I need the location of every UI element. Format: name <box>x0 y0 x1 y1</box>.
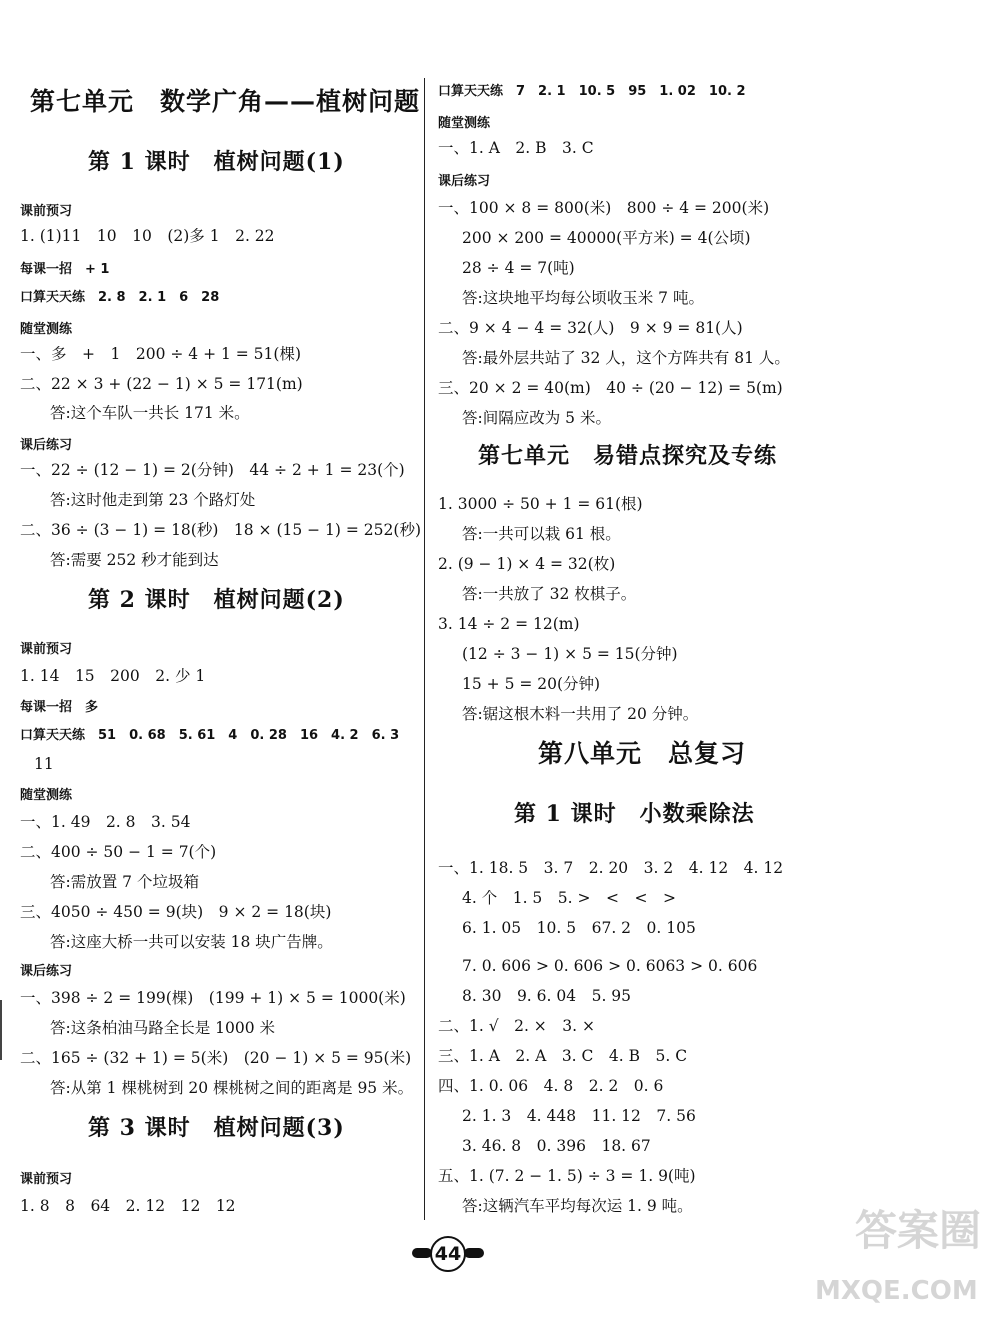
answer-line: 二、22 × 3 + (22 − 1) × 5 = 171(m) <box>20 375 303 393</box>
answer-line: 答:一共放了 32 枚棋子。 <box>462 585 637 603</box>
answer-line: 6. 1. 05 10. 5 67. 2 0. 105 <box>462 919 696 937</box>
column-divider <box>424 78 425 1220</box>
lesson-title: 第 2 课时 植树问题(2) <box>88 587 345 613</box>
answer-line: 1. 8 8 64 2. 12 12 12 <box>20 1197 236 1215</box>
answer-line: 答:需放置 7 个垃圾箱 <box>50 873 199 891</box>
unit-title: 第七单元 数学广角——植树问题 <box>30 87 421 116</box>
answer-line: 2. (9 − 1) × 4 = 32(枚) <box>438 555 616 573</box>
right-ornament-icon <box>464 1248 484 1258</box>
unit-title: 第八单元 总复习 <box>538 739 747 768</box>
section-label: 课后练习 <box>438 174 491 189</box>
answer-line: 200 × 200 = 40000(平方米) = 4(公顷) <box>462 229 751 247</box>
page-number: 44 <box>430 1236 466 1272</box>
answer-line: 一、1. A 2. B 3. C <box>438 139 594 157</box>
answer-line: 答:这个车队一共长 171 米。 <box>50 404 250 422</box>
answer-line: (12 ÷ 3 − 1) × 5 = 15(分钟) <box>462 645 678 663</box>
section-label: 口算天天练 2. 8 2. 1 6 28 <box>20 290 220 305</box>
answer-line: 答:这条柏油马路全长是 1000 米 <box>50 1019 276 1037</box>
watermark-url: MXQE.COM <box>815 1276 978 1306</box>
answer-line: 答:这时他走到第 23 个路灯处 <box>50 491 256 509</box>
section-label: 课前预习 <box>20 204 73 219</box>
section-label: 随堂测练 <box>438 116 491 131</box>
answer-line: 1. (1)11 10 10 (2)多 1 2. 22 <box>20 227 275 245</box>
answer-line: 三、1. A 2. A 3. C 4. B 5. C <box>438 1047 688 1065</box>
answer-line: 一、100 × 8 = 800(米) 800 ÷ 4 = 200(米) <box>438 199 770 217</box>
page-edge-mark <box>0 1000 12 1060</box>
answer-line: 8. 30 9. 6. 04 5. 95 <box>462 987 632 1005</box>
watermark-logo <box>805 1196 995 1322</box>
page-number-badge <box>412 1236 484 1272</box>
section-label: 每课一招 + 1 <box>20 262 110 277</box>
answer-line: 答:需要 252 秒才能到达 <box>50 551 219 569</box>
answer-line: 二、165 ÷ (32 + 1) = 5(米) (20 − 1) × 5 = 95(米) <box>20 1049 412 1067</box>
answer-line: 三、20 × 2 = 40(m) 40 ÷ (20 − 12) = 5(m) <box>438 379 783 397</box>
answer-line: 答:锯这根木料一共用了 20 分钟。 <box>462 705 699 723</box>
answer-line: 一、1. 18. 5 3. 7 2. 20 3. 2 4. 12 4. 12 <box>438 859 784 877</box>
answer-line: 答:这辆汽车平均每次运 1. 9 吨。 <box>462 1197 693 1215</box>
answer-line: 1. 3000 ÷ 50 + 1 = 61(根) <box>438 495 643 513</box>
left-ornament-icon <box>412 1248 432 1258</box>
answer-line: 四、1. 0. 06 4. 8 2. 2 0. 6 <box>438 1077 664 1095</box>
answer-line: 3. 14 ÷ 2 = 12(m) <box>438 615 580 633</box>
answer-line: 二、36 ÷ (3 − 1) = 18(秒) 18 × (15 − 1) = 252(秒) <box>20 521 421 539</box>
answer-line: 11 <box>34 755 54 773</box>
section-label: 口算天天练 51 0. 68 5. 61 4 0. 28 16 4. 2 6. 3 <box>20 728 400 743</box>
answer-line: 7. 0. 606 > 0. 606 > 0. 6063 > 0. 606 <box>462 957 758 975</box>
answer-line: 4. 个 1. 5 5. > < < > <box>462 889 676 907</box>
answer-line: 一、多 + 1 200 ÷ 4 + 1 = 51(棵) <box>20 345 301 363</box>
answer-line: 3. 46. 8 0. 396 18. 67 <box>462 1137 651 1155</box>
section-label: 课前预习 <box>20 642 73 657</box>
lesson-title: 第 1 课时 植树问题(1) <box>88 149 345 175</box>
answer-line: 28 ÷ 4 = 7(吨) <box>462 259 575 277</box>
answer-line: 二、1. √ 2. × 3. × <box>438 1017 595 1035</box>
answer-line: 答:最外层共站了 32 人，这个方阵共有 81 人。 <box>462 349 790 367</box>
answer-line: 答:这块地平均每公顷收玉米 7 吨。 <box>462 289 704 307</box>
section-label: 课前预习 <box>20 1172 73 1187</box>
section-label: 口算天天练 7 2. 1 10. 5 95 1. 02 10. 2 <box>438 84 746 99</box>
answer-line: 一、1. 49 2. 8 3. 54 <box>20 813 191 831</box>
section-label: 随堂测练 <box>20 788 73 803</box>
answer-line: 1. 14 15 200 2. 少 1 <box>20 667 206 685</box>
answer-line: 二、9 × 4 − 4 = 32(人) 9 × 9 = 81(人) <box>438 319 743 337</box>
answer-line: 一、22 ÷ (12 − 1) = 2(分钟) 44 ÷ 2 + 1 = 23(个) <box>20 461 405 479</box>
answer-line: 15 + 5 = 20(分钟) <box>462 675 601 693</box>
section-label: 课后练习 <box>20 438 73 453</box>
answer-line: 答:间隔应改为 5 米。 <box>462 409 611 427</box>
section-label: 每课一招 多 <box>20 700 99 715</box>
watermark-text: 答案圈 <box>855 1206 982 1255</box>
answer-line: 一、398 ÷ 2 = 199(棵) (199 + 1) × 5 = 1000(米) <box>20 989 406 1007</box>
answer-line: 二、400 ÷ 50 − 1 = 7(个) <box>20 843 217 861</box>
lesson-title: 第 3 课时 植树问题(3) <box>88 1115 345 1141</box>
answer-line: 答:一共可以栽 61 根。 <box>462 525 621 543</box>
answer-line: 五、1. (7. 2 − 1. 5) ÷ 3 = 1. 9(吨) <box>438 1167 696 1185</box>
answer-line: 答:从第 1 棵桃树到 20 棵桃树之间的距离是 95 米。 <box>50 1079 414 1097</box>
answer-line: 答:这座大桥一共可以安装 18 块广告牌。 <box>50 933 333 951</box>
section-label: 随堂测练 <box>20 322 73 337</box>
answer-line: 2. 1. 3 4. 448 11. 12 7. 56 <box>462 1107 696 1125</box>
lesson-title: 第七单元 易错点探究及专练 <box>478 443 778 469</box>
answer-line: 三、4050 ÷ 450 = 9(块) 9 × 2 = 18(块) <box>20 903 332 921</box>
section-label: 课后练习 <box>20 964 73 979</box>
lesson-title: 第 1 课时 小数乘除法 <box>514 801 755 827</box>
